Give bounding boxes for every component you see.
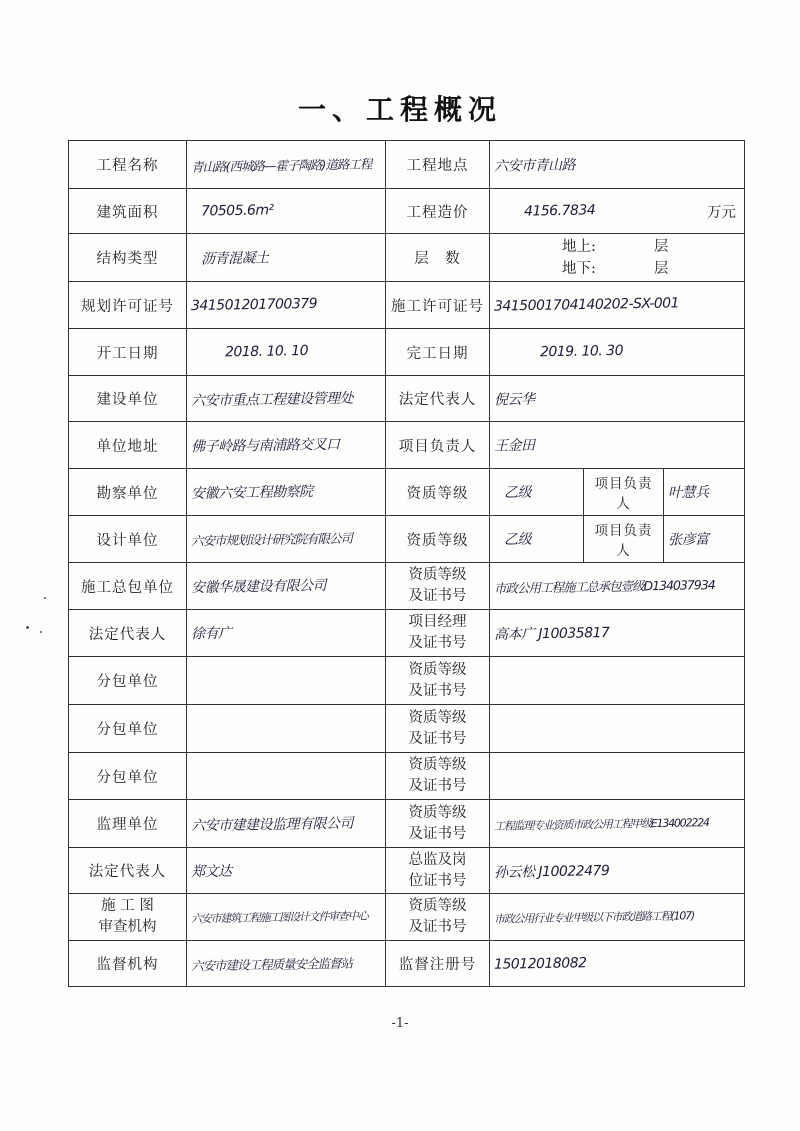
value-planning-permit: 341501201700379	[187, 282, 386, 329]
value-project-leader: 王金田	[490, 422, 745, 469]
label-subcontractor-2: 分包单位	[69, 705, 187, 753]
page-title: 一、工程概况	[297, 93, 502, 126]
label-general-contractor: 施工总包单位	[69, 563, 187, 610]
row-subcontractor-2	[69, 705, 745, 753]
value-survey-unit: 安徽六安工程勘察院	[187, 469, 386, 516]
label-structure-type: 结构类型	[69, 234, 187, 282]
value-subcontractor-3-qualification	[490, 753, 745, 800]
label-subcontractor-1-qualification: 资质等级 及证书号	[386, 657, 490, 705]
label-design-unit: 设计单位	[69, 516, 187, 563]
value-building-area: 70505.6m²	[187, 189, 386, 234]
scan-speck	[26, 626, 29, 629]
value-structure-type: 沥青混凝土	[187, 234, 386, 282]
label-developer-legal-rep: 法定代表人	[386, 376, 490, 422]
value-contractor-qualification: 市政公用工程施工总承包壹级D134037934	[490, 563, 745, 610]
row-survey	[69, 469, 745, 516]
label-survey-qualification: 资质等级	[386, 469, 490, 516]
label-construction-permit: 施工许可证号	[386, 282, 490, 329]
label-design-qualification: 资质等级	[386, 516, 490, 563]
label-drawing-review-cert: 资质等级 及证书号	[386, 894, 490, 941]
row-address	[69, 422, 745, 469]
row-subcontractor-1	[69, 657, 745, 705]
label-building-area: 建筑面积	[69, 189, 187, 234]
label-project-manager: 项目经理 及证书号	[386, 610, 490, 657]
scan-speck	[44, 597, 46, 599]
label-supervisor-qualification: 资质等级 及证书号	[386, 800, 490, 848]
value-subcontractor-3	[187, 753, 386, 800]
label-developer: 建设单位	[69, 376, 187, 422]
row-project-name	[69, 141, 745, 189]
label-project-leader: 项目负责人	[386, 422, 490, 469]
row-dates	[69, 329, 745, 376]
value-start-date: 2018. 10. 10	[187, 329, 386, 376]
value-subcontractor-2-qualification	[490, 705, 745, 753]
label-project-name: 工程名称	[69, 141, 187, 189]
row-supervisor-legal	[69, 848, 745, 894]
label-unit-address: 单位地址	[69, 422, 187, 469]
scan-speck	[40, 631, 42, 633]
value-developer-legal-rep: 倪云华	[490, 376, 745, 422]
row-supervisor	[69, 800, 745, 848]
value-survey-qualification: 乙级	[490, 469, 584, 516]
value-developer: 六安市重点工程建设管理处	[187, 376, 386, 422]
value-chief-supervisor: 孙云松 J10022479	[490, 848, 745, 894]
label-supervision-reg: 监督注册号	[386, 941, 490, 987]
label-completion-date: 完工日期	[386, 329, 490, 376]
row-design	[69, 516, 745, 563]
value-completion-date: 2019. 10. 30	[490, 329, 745, 376]
value-design-unit: 六安市规划设计研究院有限公司	[187, 516, 386, 563]
value-project-location: 六安市青山路	[490, 141, 745, 189]
page-number: -1-	[391, 1016, 409, 1031]
value-contractor-legal-rep: 徐有广	[187, 610, 386, 657]
label-subcontractor-2-qualification: 资质等级 及证书号	[386, 705, 490, 753]
row-contractor-legal	[69, 610, 745, 657]
value-supervisor-qualification: 工程监理专业资质市政公用工程甲级E134002224	[490, 800, 745, 848]
row-subcontractor-3	[69, 753, 745, 800]
below-ground: 地下: 层	[562, 260, 669, 277]
row-supervision-agency	[69, 941, 745, 987]
value-subcontractor-1	[187, 657, 386, 705]
label-project-cost: 工程造价	[386, 189, 490, 234]
value-supervisor-legal-rep: 郑文达	[187, 848, 386, 894]
label-contractor-qualification: 资质等级 及证书号	[386, 563, 490, 610]
value-project-name: 青山路(西城路—霍子陶路)道路工程	[187, 141, 386, 189]
label-contractor-legal-rep: 法定代表人	[69, 610, 187, 657]
value-general-contractor: 安徽华晟建设有限公司	[187, 563, 386, 610]
row-structure	[69, 234, 745, 282]
label-supervision-agency: 监督机构	[69, 941, 187, 987]
value-floors	[490, 234, 745, 282]
value-subcontractor-2	[187, 705, 386, 753]
label-drawing-review: 施 工 图 审查机构	[69, 894, 187, 941]
label-subcontractor-3: 分包单位	[69, 753, 187, 800]
label-supervisor-unit: 监理单位	[69, 800, 187, 848]
project-overview-table	[68, 140, 745, 987]
value-drawing-review: 六安市建筑工程施工图设计文件审查中心	[187, 894, 386, 941]
label-survey-project-leader: 项目负责人	[584, 469, 664, 516]
label-floors: 层 数	[386, 234, 490, 282]
value-construction-permit: 341500170414020​2-SX-001	[490, 282, 745, 329]
value-supervisor-unit: 六安市建建设监理有限公司	[187, 800, 386, 848]
value-supervision-reg: 1501201808​2	[490, 941, 745, 987]
row-drawing-review	[69, 894, 745, 941]
row-developer	[69, 376, 745, 422]
label-project-location: 工程地点	[386, 141, 490, 189]
row-permits	[69, 282, 745, 329]
value-design-project-leader: 张彦富	[664, 516, 745, 563]
label-supervisor-legal-rep: 法定代表人	[69, 848, 187, 894]
value-supervision-agency: 六安市建设工程质量安全监督站	[187, 941, 386, 987]
row-general-contractor	[69, 563, 745, 610]
value-subcontractor-1-qualification	[490, 657, 745, 705]
above-ground: 地上: 层	[562, 238, 669, 255]
label-start-date: 开工日期	[69, 329, 187, 376]
value-drawing-review-cert: 市政公用行业专业甲级以下市政道路工程(107)	[490, 894, 745, 941]
label-subcontractor-1: 分包单位	[69, 657, 187, 705]
value-survey-project-leader: 叶慧兵	[664, 469, 745, 516]
label-chief-supervisor: 总监及岗 位证书号	[386, 848, 490, 894]
row-building-area	[69, 189, 745, 234]
label-subcontractor-3-qualification: 资质等级 及证书号	[386, 753, 490, 800]
label-planning-permit: 规划许可证号	[69, 282, 187, 329]
value-design-qualification: 乙级	[490, 516, 584, 563]
cost-unit: 万元	[707, 204, 736, 221]
value-unit-address: 佛子岭路与南浦路交叉口	[187, 422, 386, 469]
label-design-project-leader: 项目负责人	[584, 516, 664, 563]
value-project-manager: 高本广 J10035817	[490, 610, 745, 657]
value-project-cost: 4156.7834 万元	[490, 189, 745, 234]
label-survey-unit: 勘察单位	[69, 469, 187, 516]
